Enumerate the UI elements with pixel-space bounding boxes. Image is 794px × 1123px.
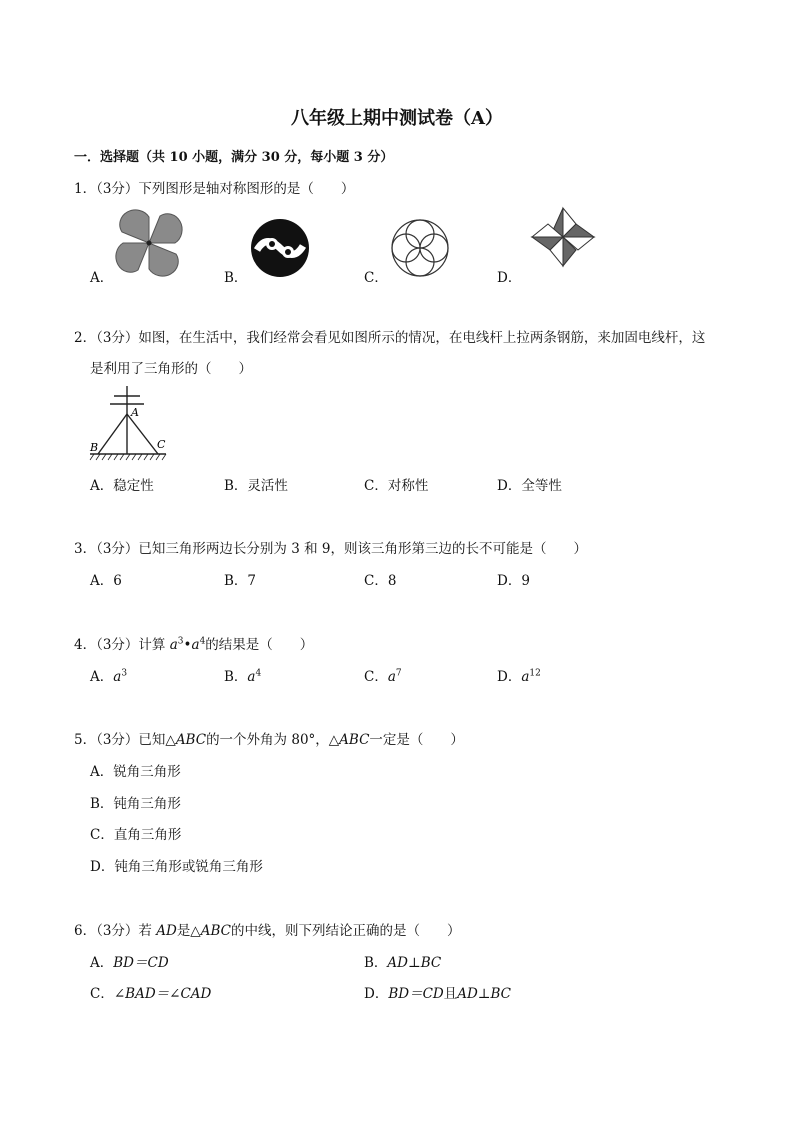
question-2-stem-line1: 2．（3分）如图，在生活中，我们经常会看见如图所示的情况，在电线杆上拉两条钢筋，来加固电线杆，这 (74, 330, 706, 346)
yin-yang-icon (250, 218, 310, 278)
q6-option-b[interactable]: B．AD⊥BC (364, 955, 442, 971)
question-5-stem: 5．（3分）已知△ABC的一个外角为 80°，△ABC一定是（ ） (74, 732, 464, 748)
q6-option-c[interactable]: C．∠BAD＝∠CAD (90, 986, 212, 1002)
q6-option-a[interactable]: A．BD＝CD (90, 955, 169, 971)
q5-option-b[interactable]: B．钝角三角形 (90, 796, 181, 812)
q3-option-a[interactable]: A．6 (90, 573, 122, 589)
page-title: 八年级上期中测试卷（A） (291, 108, 503, 129)
q4-option-d[interactable]: D．$a^{12}$ (497, 668, 541, 685)
q1-option-c-label[interactable]: C． (364, 270, 388, 286)
q5-option-d[interactable]: D．钝角三角形或锐角三角形 (90, 859, 263, 875)
q3-option-b[interactable]: B．7 (224, 573, 257, 589)
q2-option-c[interactable]: C．对称性 (364, 478, 429, 494)
question-1-stem: 1．（3分）下列图形是轴对称图形的是（ ） (74, 181, 355, 197)
section-heading: 一．选择题（共 10 小题，满分 30 分，每小题 3 分） (74, 150, 394, 165)
q4-option-a[interactable]: A．$a^3$ (90, 668, 128, 685)
q5-option-a[interactable]: A．锐角三角形 (90, 764, 181, 780)
figure-label-b: B (90, 441, 99, 454)
figure-label-c: C (157, 438, 166, 451)
q1-option-a-label[interactable]: A． (90, 270, 114, 286)
q4-option-c[interactable]: C．$a^7$ (364, 668, 402, 685)
question-6-stem: 6．（3分）若 AD是△ABC的中线，则下列结论正确的是（ ） (74, 923, 461, 939)
q3-option-c[interactable]: C．8 (364, 573, 397, 589)
question-4-stem: 4．（3分）计算 $a^3•a^4$的结果是（ ） (74, 636, 314, 653)
q2-option-b[interactable]: B．灵活性 (224, 478, 288, 494)
question-3-stem: 3．（3分）已知三角形两边长分别为 3 和 9，则该三角形第三边的长不可能是（ ） (74, 541, 587, 557)
question-2-stem-line2: 是利用了三角形的（ ） (90, 361, 252, 377)
figure-label-a: A (131, 406, 139, 419)
triangle-pinwheel-icon (528, 206, 598, 268)
four-circles-icon (390, 218, 450, 278)
q1-option-b-label[interactable]: B． (224, 270, 248, 286)
utility-pole-figure (86, 384, 170, 462)
q6-option-d[interactable]: D．BD＝CD且AD⊥BC (364, 986, 512, 1002)
q3-option-d[interactable]: D．9 (497, 573, 530, 589)
q4-option-b[interactable]: B．$a^4$ (224, 668, 262, 685)
q1-option-d-label[interactable]: D． (497, 270, 522, 286)
q2-option-a[interactable]: A．稳定性 (90, 478, 154, 494)
pinwheel-icon (118, 212, 180, 274)
q5-option-c[interactable]: C．直角三角形 (90, 827, 182, 843)
q2-option-d[interactable]: D．全等性 (497, 478, 562, 494)
